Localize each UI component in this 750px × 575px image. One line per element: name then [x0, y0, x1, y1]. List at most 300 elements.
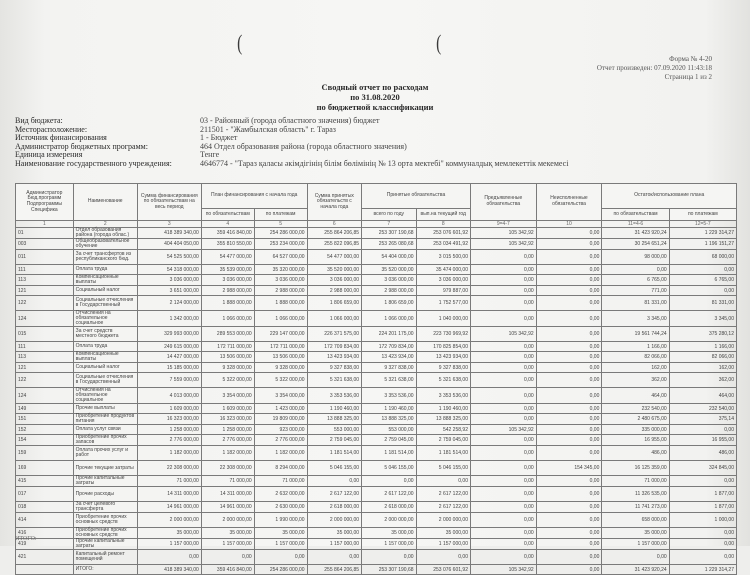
header-cell: Предъявленные обязательства	[470, 184, 536, 221]
row-value: 1 190 460,00	[307, 404, 361, 414]
row-code: 414	[16, 513, 74, 528]
row-value: 2 759 045,00	[307, 435, 361, 446]
row-value: 2 618 000,00	[362, 502, 416, 513]
row-value: 232 540,00	[602, 404, 669, 414]
row-value: 3 036 000,00	[362, 275, 416, 286]
row-value: 362,00	[669, 373, 736, 388]
row-value: 0,00	[470, 404, 536, 414]
row-value: 0,00	[669, 528, 736, 539]
row-value: 35 539 000,00	[201, 265, 254, 275]
row-value: 253 076 601,92	[416, 565, 470, 575]
row-value: 254 286 000,00	[254, 565, 307, 575]
row-value: 1 752 577,00	[416, 296, 470, 311]
row-value: 0,00	[536, 373, 602, 388]
row-value: 771,00	[602, 286, 669, 296]
row-value: 0,00	[470, 446, 536, 461]
row-code: 124	[16, 311, 74, 327]
row-value: 13 888 325,00	[416, 414, 470, 425]
info-label: Источник финансирования	[15, 133, 107, 143]
row-value: 0,00	[362, 550, 416, 565]
row-value: 154 345,00	[536, 461, 602, 476]
row-value: 0,00	[536, 228, 602, 239]
row-value: 0,00	[536, 311, 602, 327]
row-value: 2 988 000,00	[362, 286, 416, 296]
row-value: 0,00	[470, 476, 536, 487]
row-value: 1 157 000,00	[416, 539, 470, 550]
row-value: 0,00	[669, 425, 736, 435]
table-row	[16, 476, 737, 487]
row-code: 111	[16, 342, 74, 352]
row-code: 122	[16, 373, 74, 388]
row-value: 1 157 000,00	[201, 539, 254, 550]
row-value: 2 759 045,00	[362, 435, 416, 446]
row-value: 5 322 000,00	[254, 373, 307, 388]
row-name: Прочие расходы	[73, 487, 137, 502]
row-name: Приобретение прочих запасов	[73, 435, 137, 446]
row-value: 0,00	[470, 373, 536, 388]
row-value: 0,00	[536, 487, 602, 502]
row-value: 255 864 206,85	[307, 565, 361, 575]
row-code	[16, 565, 74, 575]
column-number: 12=5-7	[669, 221, 736, 228]
row-value: 16 955,00	[669, 435, 736, 446]
row-value: 64 527 000,00	[254, 250, 307, 265]
row-value: 19 809 000,00	[254, 414, 307, 425]
row-value: 1 423 000,00	[254, 404, 307, 414]
header-group: Принятые обязательства	[362, 184, 471, 209]
row-value: 1 229 314,27	[669, 565, 736, 575]
row-value: 5 321 638,00	[362, 373, 416, 388]
row-value: 1 040 000,00	[416, 311, 470, 327]
table-row	[16, 565, 737, 575]
row-value: 35 520 000,00	[307, 265, 361, 275]
row-value: 0,00	[470, 352, 536, 363]
row-value: 0,00	[536, 565, 602, 575]
row-code: 003	[16, 239, 74, 250]
row-code: 018	[16, 502, 74, 513]
row-value: 11 741 273,00	[602, 502, 669, 513]
row-value: 0,00	[536, 446, 602, 461]
row-value: 11 326 535,00	[602, 487, 669, 502]
row-value: 162,00	[669, 363, 736, 373]
row-value: 2 776 000,00	[201, 435, 254, 446]
info-label: Администратор бюджетных программ:	[15, 141, 148, 151]
row-value: 35 000,00	[201, 528, 254, 539]
form-number: Форма № 4-20	[669, 55, 712, 63]
table-row	[16, 265, 737, 275]
row-value: 0,00	[536, 513, 602, 528]
row-code: 152	[16, 425, 74, 435]
table-row	[16, 275, 737, 286]
row-value: 1 166,00	[602, 342, 669, 352]
column-number: 1	[16, 221, 74, 228]
row-value: 0,00	[536, 275, 602, 286]
row-name: Отдел образования района (города облас.)	[73, 228, 137, 239]
row-value: 68 000,00	[669, 250, 736, 265]
row-value: 1 190 460,00	[362, 404, 416, 414]
row-value: 19 561 744,24	[602, 327, 669, 342]
row-name: Оплата труда	[73, 265, 137, 275]
row-name: Приобретение прочих основных средств	[73, 513, 137, 528]
table-row	[16, 502, 737, 513]
row-value: 16 323 000,00	[201, 414, 254, 425]
table-row	[16, 487, 737, 502]
row-value: 172 711 000,00	[201, 342, 254, 352]
row-value: 0,00	[470, 435, 536, 446]
row-value: 172 709 834,00	[307, 342, 361, 352]
row-value: 1 181 514,00	[307, 446, 361, 461]
row-value: 3 651 000,00	[137, 286, 201, 296]
info-label: Наименование государственного учреждения:	[15, 158, 172, 168]
row-value: 1 066 000,00	[254, 311, 307, 327]
row-name: Приобретение продуктов питания	[73, 414, 137, 425]
row-code: 151	[16, 414, 74, 425]
row-name: Капитальный ремонт помещений	[73, 550, 137, 565]
row-value: 1 229 314,27	[669, 228, 736, 239]
row-name: Общеобразовательное обучение	[73, 239, 137, 250]
row-name: Прочие текущие затраты	[73, 461, 137, 476]
row-value: 2 617 122,00	[416, 502, 470, 513]
row-value: 35 320 000,00	[254, 265, 307, 275]
row-name: Компенсационные выплаты	[73, 275, 137, 286]
info-value: 211501 - "Жамбылская область" г. Тараз	[200, 124, 336, 134]
row-value: 35 520 000,00	[362, 265, 416, 275]
document-meta	[597, 55, 712, 82]
row-value: 0,00	[536, 550, 602, 565]
row-value: 0,00	[602, 550, 669, 565]
report-title: Сводный отчет по расходам	[321, 82, 429, 92]
column-number: 3	[137, 221, 201, 228]
info-value: Тенге	[200, 150, 220, 160]
row-value: 2 617 122,00	[362, 487, 416, 502]
table-footer-text: ИТОГО:	[15, 536, 37, 542]
row-value: 0,00	[362, 476, 416, 487]
row-value: 0,00	[536, 327, 602, 342]
row-value: 35 000,00	[362, 528, 416, 539]
row-value: 0,00	[470, 265, 536, 275]
row-value: 1 182 000,00	[201, 446, 254, 461]
row-value: 0,00	[470, 363, 536, 373]
subheader-cell: всего по году	[362, 209, 416, 221]
row-value: 71 000,00	[602, 476, 669, 487]
row-value: 335 000,00	[602, 425, 669, 435]
table-row	[16, 513, 737, 528]
row-value: 2 632 000,00	[254, 487, 307, 502]
info-row	[15, 160, 568, 169]
row-value: 13 888 325,00	[362, 414, 416, 425]
row-value: 3 353 536,00	[307, 388, 361, 404]
header-group: План финансирования с начала года	[201, 184, 307, 209]
row-value: 30 254 651,24	[602, 239, 669, 250]
row-value: 9 327 838,00	[307, 363, 361, 373]
info-label: Вид бюджета:	[15, 116, 63, 125]
table-row	[16, 414, 737, 425]
page-number: Страница 1 из 2	[664, 73, 712, 81]
row-value: 13 506 000,00	[201, 352, 254, 363]
row-code: 169	[16, 461, 74, 476]
row-value: 0,00	[470, 487, 536, 502]
row-code: 113	[16, 275, 74, 286]
column-number: 11=4-6	[602, 221, 669, 228]
row-value: 22 308 000,00	[201, 461, 254, 476]
column-number-row	[16, 221, 737, 228]
table-row	[16, 363, 737, 373]
table-row	[16, 461, 737, 476]
row-code: 419	[16, 539, 74, 550]
report-subtitle: по бюджетной классификации	[316, 102, 434, 112]
row-value: 9 328 000,00	[254, 363, 307, 373]
row-name: Отчисления на обязательное социальное	[73, 311, 137, 327]
row-value: 105 342,92	[470, 565, 536, 575]
column-number: 6	[307, 221, 361, 228]
row-value: 0,00	[602, 265, 669, 275]
row-value: 0,00	[536, 414, 602, 425]
row-value: 3 345,00	[669, 311, 736, 327]
row-value: 14 311 000,00	[201, 487, 254, 502]
row-value: 1 157 000,00	[362, 539, 416, 550]
row-name: Прочие капитальные затраты	[73, 539, 137, 550]
row-value: 1 066 000,00	[201, 311, 254, 327]
row-code: 154	[16, 435, 74, 446]
row-value: 375 280,12	[669, 327, 736, 342]
row-value: 362,00	[602, 373, 669, 388]
row-value: 0,00	[307, 550, 361, 565]
row-value: 486,00	[669, 446, 736, 461]
row-value: 0,00	[536, 388, 602, 404]
row-value: 0,00	[536, 539, 602, 550]
info-value: 1 - Бюджет	[200, 133, 238, 143]
row-value: 2 617 122,00	[416, 487, 470, 502]
row-value: 253 076 601,92	[416, 228, 470, 239]
row-value: 0,00	[470, 275, 536, 286]
expenditure-table	[15, 183, 737, 575]
row-value: 923 000,00	[254, 425, 307, 435]
info-label: Единица измерения	[15, 150, 83, 160]
row-value: 1 181 514,00	[416, 446, 470, 461]
report-date: по 31.08.2020	[350, 92, 400, 102]
row-value: 1 166,00	[669, 342, 736, 352]
row-value: 232 540,00	[669, 404, 736, 414]
report-info	[15, 117, 568, 169]
info-row	[15, 143, 568, 152]
row-value: 404 404 050,00	[137, 239, 201, 250]
row-value: 5 046 155,00	[362, 461, 416, 476]
row-value: 1 342 000,00	[137, 311, 201, 327]
row-value: 16 323 000,00	[137, 414, 201, 425]
row-code: 159	[16, 446, 74, 461]
row-value: 31 423 920,24	[602, 565, 669, 575]
row-name: Социальный налог	[73, 363, 137, 373]
column-number: 8	[416, 221, 470, 228]
row-value: 35 000,00	[307, 528, 361, 539]
table-row	[16, 250, 737, 265]
row-value: 226 371 575,00	[307, 327, 361, 342]
row-value: 54 404 000,00	[362, 250, 416, 265]
row-value: 2 776 000,00	[254, 435, 307, 446]
row-value: 2 776 000,00	[137, 435, 201, 446]
row-value: 2 630 000,00	[254, 502, 307, 513]
row-value: 0,00	[137, 550, 201, 565]
row-value: 255 822 096,85	[307, 239, 361, 250]
row-value: 0,00	[416, 476, 470, 487]
row-value: 9 327 838,00	[416, 363, 470, 373]
row-value: 0,00	[536, 296, 602, 311]
row-code: 111	[16, 265, 74, 275]
row-name: Прочие капитальные затраты	[73, 476, 137, 487]
row-name: Компенсационные выплаты	[73, 352, 137, 363]
row-value: 0,00	[470, 461, 536, 476]
table-row	[16, 550, 737, 565]
row-name: Приобретение прочих основных средств	[73, 528, 137, 539]
row-value: 1 181 514,00	[362, 446, 416, 461]
row-value: 1 182 000,00	[137, 446, 201, 461]
row-value: 0,00	[470, 513, 536, 528]
row-value: 0,00	[536, 250, 602, 265]
table-row	[16, 228, 737, 239]
row-value: 35 000,00	[416, 528, 470, 539]
row-value: 3 015 500,00	[416, 250, 470, 265]
row-value: 54 477 000,00	[307, 250, 361, 265]
info-value: 4646774 - "Тараз қаласы әкімдігінің білім бөлімінің № 13 орта мектебі" коммуналдық мемлекеттік мекемесі	[200, 158, 569, 168]
row-value: 0,00	[536, 435, 602, 446]
row-value: 0,00	[470, 414, 536, 425]
row-value: 3 036 000,00	[307, 275, 361, 286]
row-value: 0,00	[470, 388, 536, 404]
row-value: 375,14	[669, 414, 736, 425]
row-value: 35 000,00	[602, 528, 669, 539]
row-value: 71 000,00	[254, 476, 307, 487]
row-value: 0,00	[536, 425, 602, 435]
row-value: 14 427 000,00	[137, 352, 201, 363]
row-value: 3 345,00	[602, 311, 669, 327]
header-cell: Наименование	[73, 184, 137, 221]
row-value: 0,00	[470, 342, 536, 352]
row-value: 3 036 000,00	[201, 275, 254, 286]
binder-hole-right: (	[436, 30, 442, 55]
column-number: 7	[362, 221, 416, 228]
row-value: 5 321 638,00	[416, 373, 470, 388]
row-code: 121	[16, 363, 74, 373]
row-value: 2 124 000,00	[137, 296, 201, 311]
row-value: 0,00	[470, 539, 536, 550]
row-value: 0,00	[416, 550, 470, 565]
header-cell: Неисполненные обязательства	[536, 184, 602, 221]
row-value: 54 318 000,00	[137, 265, 201, 275]
row-code: 017	[16, 487, 74, 502]
report-title-block	[0, 82, 750, 112]
row-value: 1 990 000,00	[254, 513, 307, 528]
row-value: 3 036 000,00	[254, 275, 307, 286]
row-value: 31 423 920,24	[602, 228, 669, 239]
row-name: ИТОГО:	[73, 565, 137, 575]
row-value: 3 353 536,00	[416, 388, 470, 404]
row-value: 1 888 000,00	[254, 296, 307, 311]
row-value: 0,00	[536, 352, 602, 363]
row-value: 5 046 155,00	[307, 461, 361, 476]
report-timestamp: Отчет произведен: 07.09.2020 11:43:18	[596, 64, 712, 72]
row-value: 254 286 000,00	[254, 228, 307, 239]
table-row	[16, 296, 737, 311]
row-value: 253 307 190,68	[362, 565, 416, 575]
binder-hole-left: (	[237, 30, 243, 55]
row-value: 0,00	[470, 550, 536, 565]
table-row	[16, 373, 737, 388]
row-value: 0,00	[536, 502, 602, 513]
row-value: 35 474 000,00	[416, 265, 470, 275]
table-row	[16, 311, 737, 327]
row-value: 6 765,00	[669, 275, 736, 286]
row-value: 14 961 000,00	[201, 502, 254, 513]
row-value: 3 036 000,00	[416, 275, 470, 286]
row-value: 54 477 000,00	[201, 250, 254, 265]
info-value: 464 Отдел образования района (города областного значения)	[200, 141, 407, 151]
column-number: 10	[536, 221, 602, 228]
row-value: 1 182 000,00	[254, 446, 307, 461]
row-value: 22 308 000,00	[137, 461, 201, 476]
row-value: 1 196 151,27	[669, 239, 736, 250]
row-value: 329 993 000,00	[137, 327, 201, 342]
row-code: 121	[16, 286, 74, 296]
row-value: 2 617 122,00	[307, 487, 361, 502]
info-label: Месторасположение:	[15, 124, 88, 134]
row-code: 421	[16, 550, 74, 565]
header-cell: Сумма финансирования по обязательствам на весь период	[137, 184, 201, 221]
row-value: 172 709 834,00	[362, 342, 416, 352]
row-value: 229 147 000,00	[254, 327, 307, 342]
row-value: 542 258,92	[416, 425, 470, 435]
row-value: 172 711 000,00	[254, 342, 307, 352]
row-value: 13 423 934,00	[416, 352, 470, 363]
row-value: 486,00	[602, 446, 669, 461]
row-value: 224 201 175,00	[362, 327, 416, 342]
row-value: 0,00	[669, 539, 736, 550]
row-code: 415	[16, 476, 74, 487]
row-value: 289 553 000,00	[201, 327, 254, 342]
row-code: 011	[16, 250, 74, 265]
row-code: 149	[16, 404, 74, 414]
row-name: Оплата услуг связи	[73, 425, 137, 435]
row-value: 253 307 190,68	[362, 228, 416, 239]
row-value: 0,00	[536, 404, 602, 414]
row-value: 2 000 000,00	[307, 513, 361, 528]
row-value: 0,00	[669, 550, 736, 565]
row-code: 124	[16, 388, 74, 404]
table-row	[16, 528, 737, 539]
row-value: 0,00	[201, 550, 254, 565]
row-name: Социальный налог	[73, 286, 137, 296]
row-value: 0,00	[536, 363, 602, 373]
row-value: 5 046 155,00	[416, 461, 470, 476]
row-value: 1 609 000,00	[201, 404, 254, 414]
row-value: 0,00	[536, 286, 602, 296]
row-value: 98 000,00	[602, 250, 669, 265]
row-value: 81 331,00	[602, 296, 669, 311]
row-name: За счет целевого трансферта	[73, 502, 137, 513]
row-value: 13 423 934,00	[307, 352, 361, 363]
row-value: 2 000 000,00	[137, 513, 201, 528]
row-value: 1 877,00	[669, 487, 736, 502]
table-row	[16, 286, 737, 296]
row-value: 464,00	[602, 388, 669, 404]
row-value: 0,00	[470, 250, 536, 265]
row-value: 0,00	[536, 528, 602, 539]
row-value: 13 423 934,00	[362, 352, 416, 363]
row-value: 105 342,92	[470, 228, 536, 239]
table-row	[16, 342, 737, 352]
row-value: 16 125 359,00	[602, 461, 669, 476]
row-value: 2 000 000,00	[416, 513, 470, 528]
row-value: 71 000,00	[137, 476, 201, 487]
